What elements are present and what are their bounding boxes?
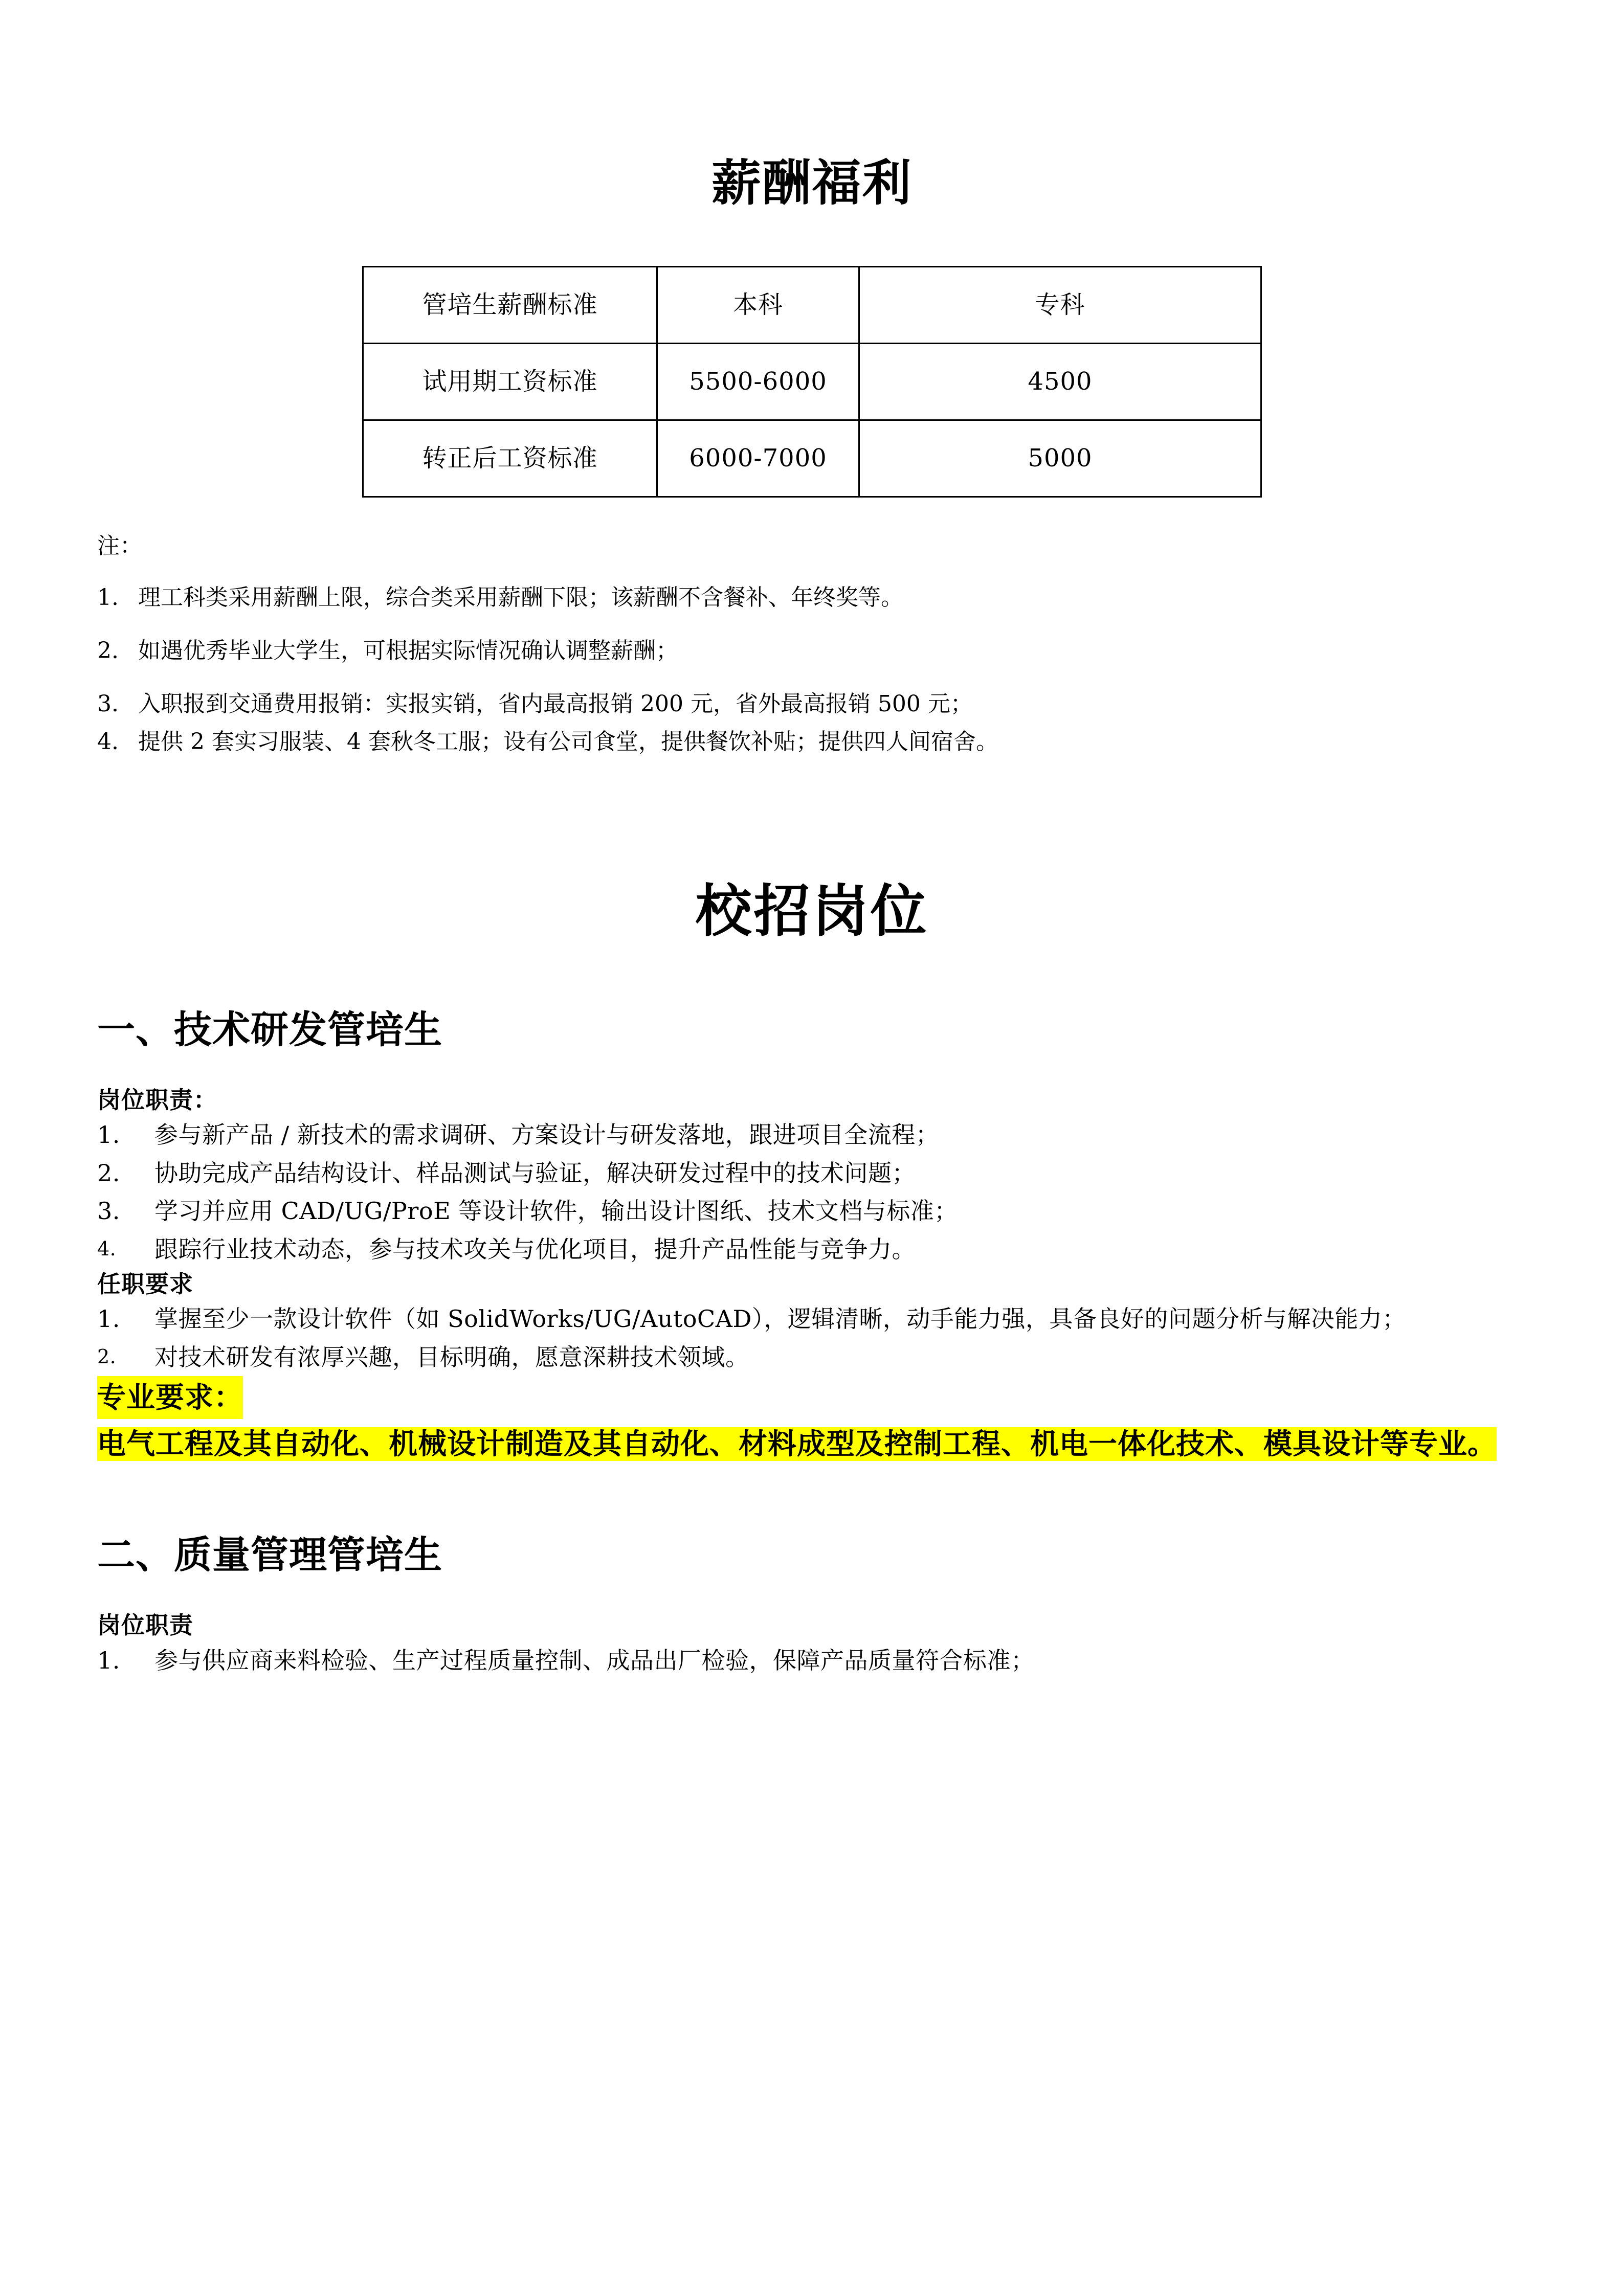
list-item-number: 1. xyxy=(97,1305,120,1333)
list-item-text: 对技术研发有浓厚兴趣，目标明确，愿意深耕技术领域。 xyxy=(154,1343,749,1371)
heading-spacer xyxy=(97,1579,1527,1609)
list-item-text: 参与供应商来料检验、生产过程质量控制、成品出厂检验，保障产品质量符合标准； xyxy=(154,1646,1035,1674)
list-item xyxy=(97,725,1527,759)
heading-spacer xyxy=(97,945,1527,1006)
requirements-list-1 xyxy=(97,1300,1527,1376)
requirements-label-1: 任职要求 xyxy=(97,1270,193,1298)
list-item-text: 协助完成产品结构设计、样品测试与验证，解决研发过程中的技术问题； xyxy=(154,1159,916,1187)
salary-table xyxy=(362,266,1262,498)
major-requirement-text-wrap xyxy=(97,1419,1524,1470)
list-item-number: 2. xyxy=(97,637,119,664)
notes-label: 注： xyxy=(97,533,142,559)
table-header-cell-college: 专科 xyxy=(859,267,1261,344)
list-item-number: 3. xyxy=(97,691,119,717)
section-spacer xyxy=(97,1470,1527,1532)
table-row xyxy=(363,420,1261,497)
table-header-row xyxy=(363,267,1261,344)
list-item xyxy=(97,1154,1527,1192)
table-cell-row-label: 转正后工资标准 xyxy=(363,420,657,497)
section-spacer xyxy=(97,760,1527,877)
major-requirement-label-wrap xyxy=(97,1376,1527,1419)
table-cell-college-value: 4500 xyxy=(859,344,1261,420)
list-item xyxy=(97,634,1527,668)
list-item-number: 1. xyxy=(97,584,119,611)
section-title-campus-positions: 校招岗位 xyxy=(695,877,929,944)
position-heading-1: 一、技术研发管培生 xyxy=(97,1007,442,1052)
list-item-text: 提供 2 套实习服装、4 套秋冬工服；设有公司食堂，提供餐饮补贴；提供四人间宿舍。 xyxy=(138,729,998,755)
table-header-cell-bachelor: 本科 xyxy=(657,267,859,344)
duties-list-1 xyxy=(97,1116,1527,1268)
list-item-number: 4. xyxy=(97,729,119,755)
list-item-text: 掌握至少一款设计软件（如 SolidWorks/UG/AutoCAD），逻辑清晰，动手能力强，具备良好的问题分析与解决能力； xyxy=(154,1305,1406,1333)
heading-spacer xyxy=(97,1053,1527,1084)
major-requirement-label: 专业要求： xyxy=(97,1376,243,1419)
table-cell-row-label: 试用期工资标准 xyxy=(363,344,657,420)
list-item-text: 参与新产品 / 新技术的需求调研、方案设计与研发落地，跟进项目全流程； xyxy=(154,1121,940,1149)
list-item-number: 3. xyxy=(97,1197,120,1225)
duties-list-2 xyxy=(97,1641,1527,1680)
position-heading-2: 二、质量管理管培生 xyxy=(97,1533,442,1577)
duties-label-1: 岗位职责： xyxy=(97,1086,217,1114)
list-item xyxy=(97,1300,1527,1338)
list-item-text: 入职报到交通费用报销：实报实销，省内最高报销 200 元，省外最高报销 500 元； xyxy=(138,691,973,717)
page-title: 薪酬福利 xyxy=(711,154,913,212)
table-cell-college-value: 5000 xyxy=(859,420,1261,497)
list-item xyxy=(97,1641,1527,1680)
list-item-text: 如遇优秀毕业大学生，可根据实际情况确认调整薪酬； xyxy=(138,637,678,664)
salary-table-container xyxy=(97,266,1527,498)
major-requirement-text: 电气工程及其自动化、机械设计制造及其自动化、材料成型及控制工程、机电一体化技术、模具设计等专业。 xyxy=(97,1427,1497,1461)
list-item-number: 4. xyxy=(97,1237,117,1260)
list-item xyxy=(97,580,1527,615)
list-item-number: 2. xyxy=(97,1345,117,1368)
list-item-number: 1. xyxy=(97,1121,120,1149)
list-item-text: 学习并应用 CAD/UG/ProE 等设计软件，输出设计图纸、技术文档与标准； xyxy=(154,1197,958,1225)
list-item-text: 跟踪行业技术动态，参与技术攻关与优化项目，提升产品性能与竞争力。 xyxy=(154,1235,916,1263)
list-item xyxy=(97,1116,1527,1154)
list-item-number: 1. xyxy=(97,1646,120,1674)
list-item xyxy=(97,1338,1527,1377)
list-item xyxy=(97,1192,1527,1230)
table-cell-bachelor-value: 6000-7000 xyxy=(657,420,859,497)
duties-label-2: 岗位职责 xyxy=(97,1611,193,1639)
table-row xyxy=(363,344,1261,420)
list-item xyxy=(97,687,1527,722)
list-item-text: 理工科类采用薪酬上限，综合类采用薪酬下限；该薪酬不含餐补、年终奖等。 xyxy=(138,584,903,611)
table-header-cell-label: 管培生薪酬标准 xyxy=(363,267,657,344)
table-cell-bachelor-value: 5500-6000 xyxy=(657,344,859,420)
list-item xyxy=(97,1230,1527,1269)
list-item-number: 2. xyxy=(97,1159,120,1187)
notes-list xyxy=(97,580,1527,760)
